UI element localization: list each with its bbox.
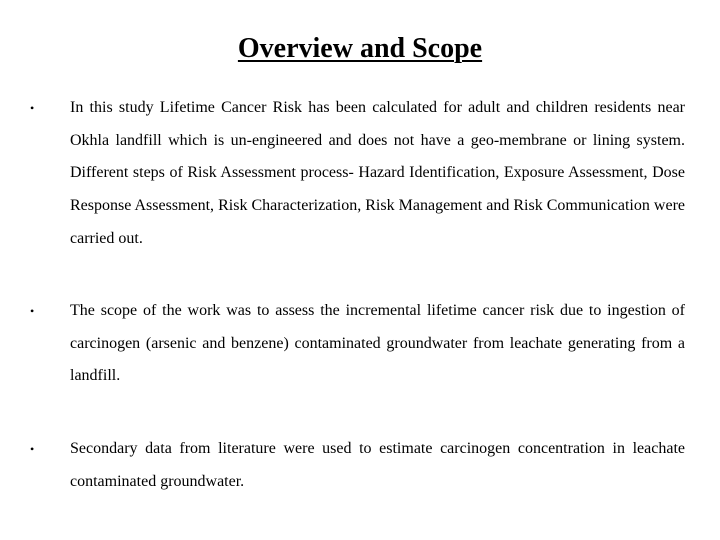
bullet-dot-icon: •	[30, 304, 35, 318]
bullet-text: Secondary data from literature were used to estimate carcinogen concentration in leachate contaminated groundwater.	[70, 440, 685, 490]
bullet-dot-icon: •	[30, 442, 35, 456]
slide-title-text: Overview and Scope	[237, 33, 483, 64]
bullet-text: In this study Lifetime Cancer Risk has been calculated for adult and children residents near Okhla landfill which is un-engineered and does not have a geo-membrane or lining system. Different steps of Risk Assessment process- Hazard Identification, Exposure Assessment, Dose Response Assessment, Risk Characterization, Risk Management and Risk Communication were carried out.	[70, 99, 685, 247]
bullet-text: The scope of the work was to assess the incremental lifetime cancer risk due to ingestion of carcinogen (arsenic and benzene) contaminated groundwater from leachate generating from a landfill.	[70, 302, 685, 385]
bullet-dot-icon: •	[30, 101, 35, 115]
slide-title	[0, 31, 720, 67]
